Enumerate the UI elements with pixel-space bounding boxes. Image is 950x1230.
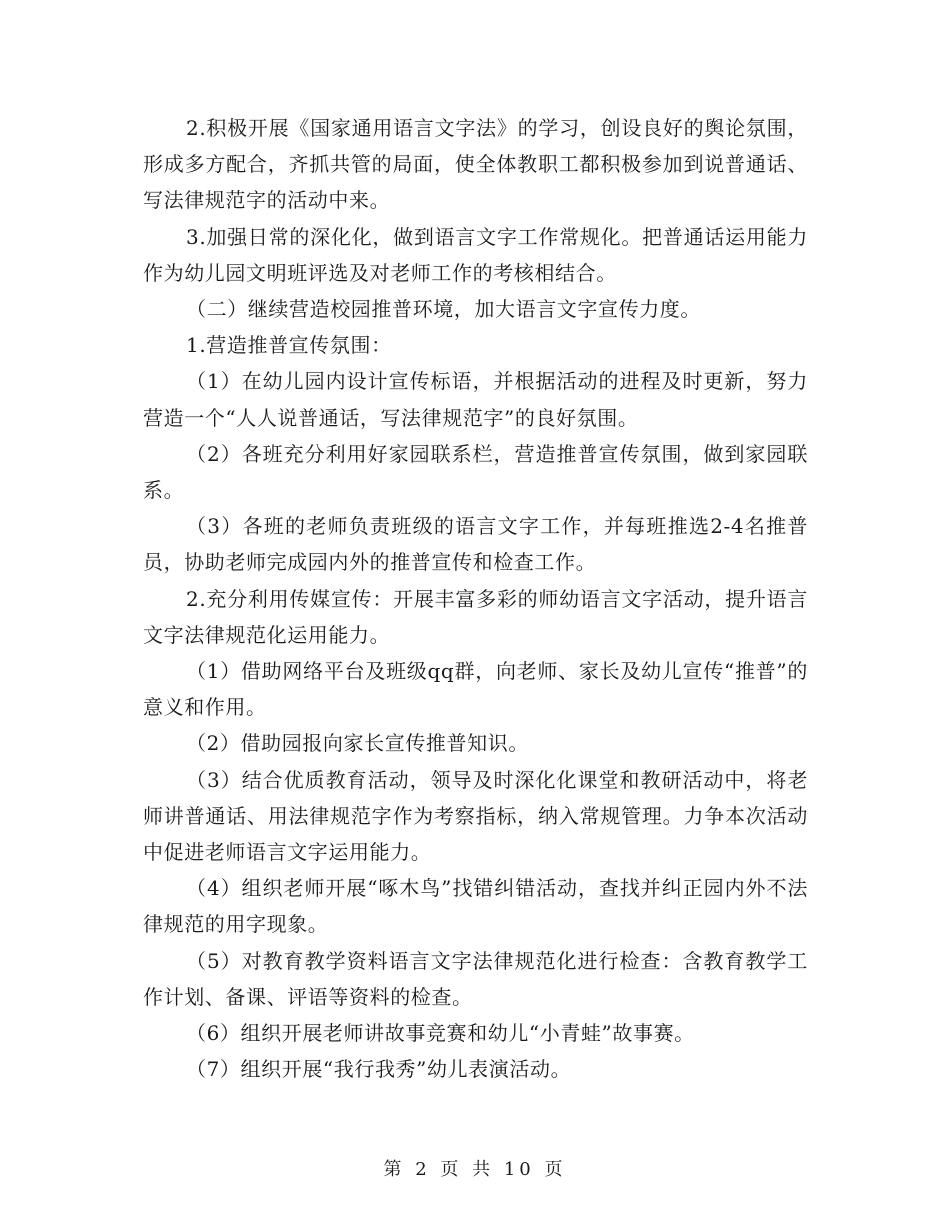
paragraph: （5）对教育教学资料语言文字法律规范化进行检查：含教育教学工作计划、备课、评语等资料的检查。 xyxy=(143,948,808,1009)
paragraph: 2.积极开展《国家通用语言文字法》的学习，创设良好的舆论氛围，形成多方配合，齐抓共管的局面，使全体教职工都积极参加到说普通话、写法律规范字的活动中来。 xyxy=(143,116,808,213)
subsection-heading: 2.充分利用传媒宣传：开展丰富多彩的师幼语言文字活动，提升语言文字法律规范化运用能力。 xyxy=(143,586,808,647)
paragraph: （4）组织老师开展“啄木鸟”找错纠错活动，查找并纠正园内外不法律规范的用字现象。 xyxy=(143,876,808,937)
paragraph: （3）各班的老师负责班级的语言文字工作，并每班推选2-4名推普员，协助老师完成园内外的推普宣传和检查工作。 xyxy=(143,514,808,575)
page-number-footer: 第 2 页 共 10 页 xyxy=(383,1159,567,1180)
document-body xyxy=(143,110,808,1087)
paragraph: （2）借助园报向家长宣传推普知识。 xyxy=(186,731,529,756)
paragraph: （1）借助网络平台及班级qq群，向老师、家长及幼儿宣传“推普”的意义和作用。 xyxy=(143,659,808,720)
subsection-heading: 1.营造推普宣传氛围： xyxy=(186,333,392,358)
paragraph: （6）组织开展老师讲故事竞赛和幼儿“小青蛙”故事赛。 xyxy=(186,1021,695,1046)
paragraph: （7）组织开展“我行我秀”幼儿表演活动。 xyxy=(186,1057,572,1082)
section-heading: （二）继续营造校园推普环境，加大语言文字宣传力度。 xyxy=(186,297,701,322)
paragraph: （2）各班充分利用好家园联系栏，营造推普宣传氛围，做到家园联系。 xyxy=(143,441,808,503)
paragraph: （3）结合优质教育活动，领导及时深化化课堂和教研活动中，将老师讲普通话、用法律规范字作为考察指标，纳入常规管理。力争本次活动中促进老师语言文字运用能力。 xyxy=(143,767,808,865)
paragraph: （1）在幼儿园内设计宣传标语，并根据活动的进程及时更新，努力营造一个“人人说普通话，写法律规范字”的良好氛围。 xyxy=(143,369,808,430)
paragraph: 3.加强日常的深化化，做到语言文字工作常规化。把普通话运用能力作为幼儿园文明班评选及对老师工作的考核相结合。 xyxy=(143,224,808,285)
